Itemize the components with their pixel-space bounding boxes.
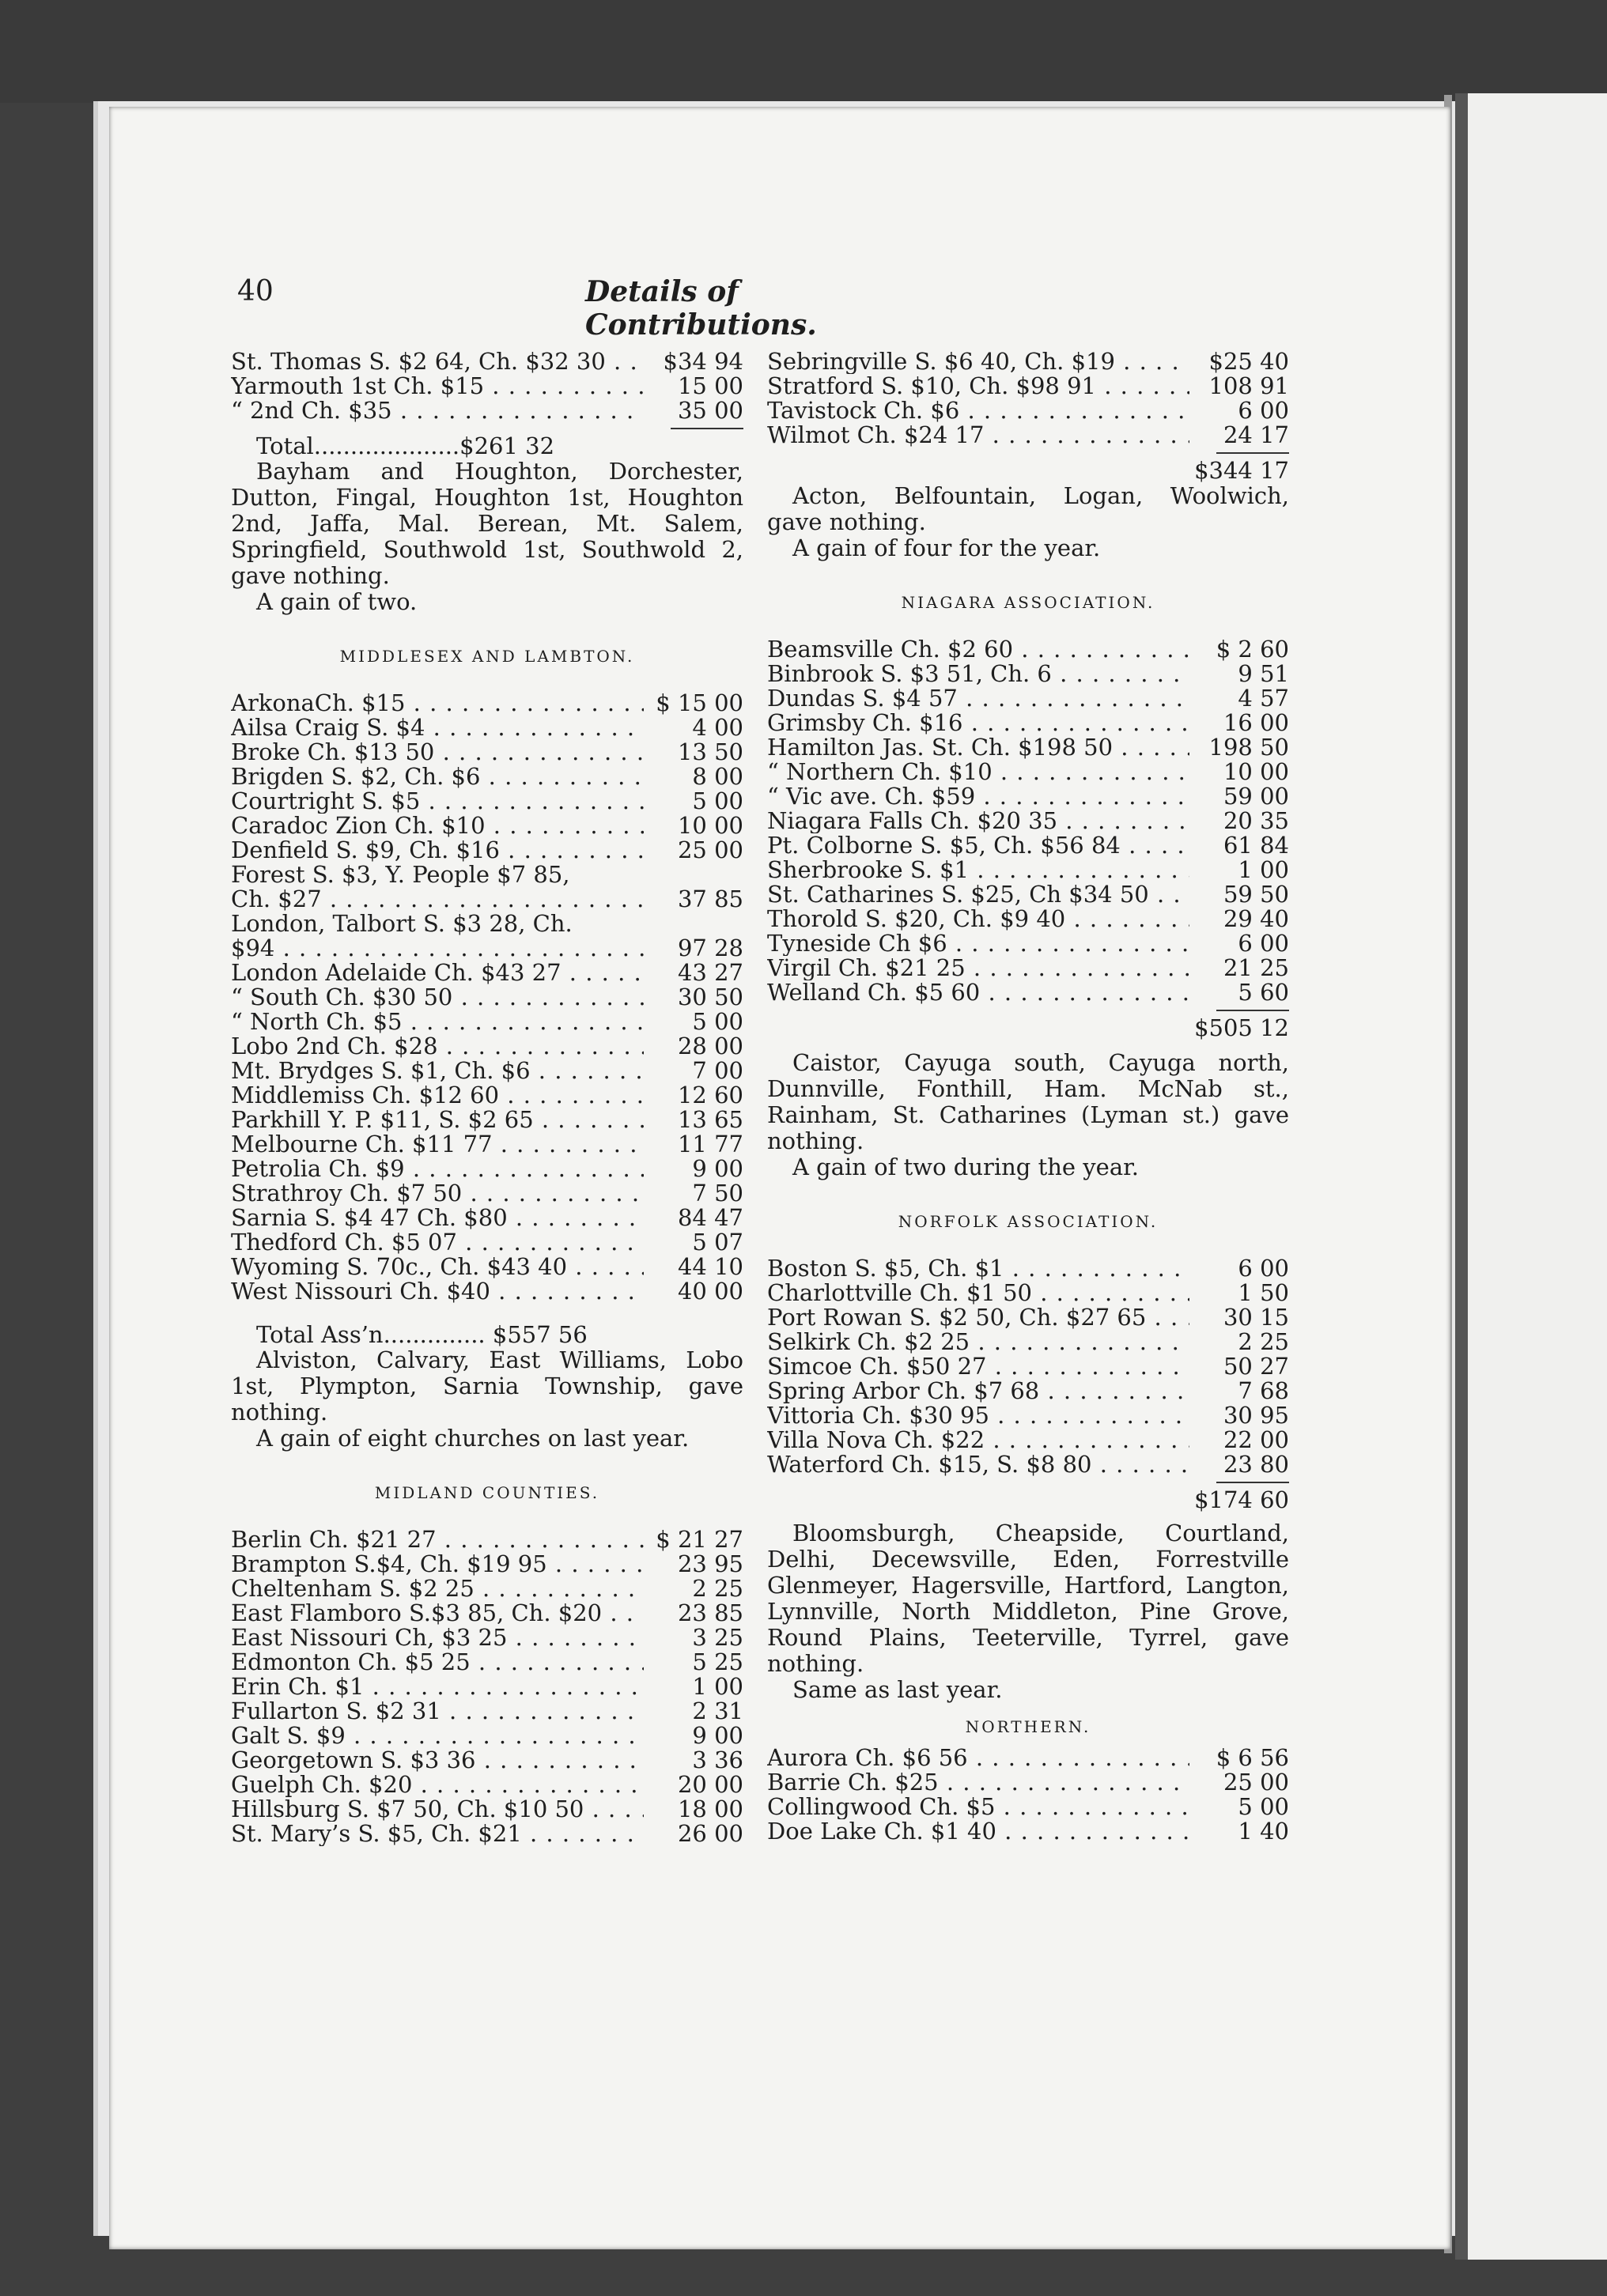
nothing-note: Alviston, Calvary, East Williams, Lobo 1st, Plympton, Sarnia Township, gave nothing.	[231, 1346, 743, 1426]
oxford-continuation	[767, 349, 1289, 447]
amount: 1 00	[1238, 856, 1289, 883]
church-entry: Thorold S. $20, Ch. $9 40 . . .	[767, 907, 1189, 931]
contribution-row	[231, 1650, 743, 1675]
amount: 10 00	[677, 812, 743, 839]
church-entry: Ailsa Craig S. $4 . . .	[231, 716, 644, 740]
contribution-row	[767, 1305, 1289, 1330]
amount: 10 00	[1223, 758, 1289, 785]
church-entry: Spring Arbor Ch. $7 68 . . .	[767, 1379, 1189, 1403]
contribution-row	[231, 1528, 743, 1552]
section-heading-midland: MIDLAND COUNTIES.	[374, 1483, 600, 1502]
amount: 5 00	[692, 1008, 743, 1035]
amount: $25 40	[1208, 348, 1289, 375]
contribution-row	[231, 1626, 743, 1650]
amount: 5 25	[692, 1648, 743, 1675]
contribution-row	[767, 980, 1289, 1005]
church-entry: Melbourne Ch. $11 77 . . .	[231, 1132, 644, 1157]
contribution-row	[231, 838, 743, 863]
northern-list	[767, 1746, 1289, 1844]
contribution-row	[231, 1083, 743, 1108]
sum-rule	[1216, 452, 1289, 454]
contribution-row	[231, 1797, 743, 1822]
amount: 6 00	[1238, 930, 1289, 957]
total-line: $174 60	[1194, 1486, 1289, 1513]
church-entry: Sherbrooke S. $1 . . .	[767, 858, 1189, 882]
amount: 198 50	[1208, 734, 1289, 761]
amount: 29 40	[1223, 905, 1289, 932]
contribution-row	[231, 716, 743, 740]
total-line: Total Ass’n.............. $557 56	[256, 1321, 588, 1348]
church-entry: Niagara Falls Ch. $20 35 . . .	[767, 809, 1189, 833]
amount: 20 35	[1223, 807, 1289, 834]
contribution-row	[767, 858, 1289, 882]
church-entry: Grimsby Ch. $16 . . .	[767, 711, 1189, 735]
church-entry: Hamilton Jas. St. Ch. $198 50 . . .	[767, 735, 1189, 760]
church-entry: Sebringville S. $6 40, Ch. $19 . . .	[767, 349, 1189, 374]
contribution-row	[767, 398, 1289, 423]
contribution-row	[231, 349, 743, 374]
amount: 7 00	[692, 1057, 743, 1084]
contribution-row	[231, 789, 743, 814]
amount: 12 60	[677, 1082, 743, 1108]
church-entry: Courtright S. $5 . . .	[231, 789, 644, 814]
amount: 11 77	[677, 1131, 743, 1157]
contribution-row	[767, 1795, 1289, 1819]
amount: 59 00	[1223, 783, 1289, 810]
gain-note: A gain of eight churches on last year.	[256, 1425, 690, 1452]
amount: 30 15	[1223, 1304, 1289, 1331]
gain-note: A gain of two during the year.	[792, 1154, 1140, 1180]
contribution-row	[231, 1230, 743, 1255]
church-entry: Villa Nova Ch. $22 . . .	[767, 1428, 1189, 1452]
sum-rule	[671, 428, 743, 429]
amount: 1 00	[692, 1673, 743, 1700]
church-entry: Petrolia Ch. $9 . . .	[231, 1157, 644, 1181]
amount: 25 00	[677, 836, 743, 863]
church-entry: Dundas S. $4 57 . . .	[767, 686, 1189, 711]
church-entry: $94 . . .	[231, 936, 644, 961]
contribution-row	[231, 1010, 743, 1034]
church-entry: Charlottville Ch. $1 50 . . .	[767, 1281, 1189, 1305]
church-entry: Parkhill Y. P. $11, S. $2 65 . . .	[231, 1108, 644, 1132]
church-entry: Barrie Ch. $25 . . .	[767, 1770, 1189, 1795]
contribution-row	[231, 398, 743, 423]
gain-note: A gain of two.	[256, 588, 418, 615]
contribution-row	[767, 1770, 1289, 1795]
church-entry: Tavistock Ch. $6 . . .	[767, 398, 1189, 423]
church-entry: Beamsville Ch. $2 60 . . .	[767, 637, 1189, 662]
church-entry: Strathroy Ch. $7 50 . . .	[231, 1181, 644, 1206]
amount: 3 25	[692, 1624, 743, 1651]
amount: 13 65	[677, 1106, 743, 1133]
church-entry: Vittoria Ch. $30 95 . . .	[767, 1403, 1189, 1428]
contribution-row	[767, 686, 1289, 711]
contribution-row	[767, 1256, 1289, 1281]
church-entry: Pt. Colborne S. $5, Ch. $56 84 . . .	[767, 833, 1189, 858]
amount: $ 2 60	[1216, 636, 1289, 663]
amount: 23 85	[677, 1599, 743, 1626]
amount: 25 00	[1223, 1769, 1289, 1796]
contribution-row	[767, 809, 1289, 833]
contribution-row	[231, 1059, 743, 1083]
church-entry: “ Northern Ch. $10 . . .	[767, 760, 1189, 784]
amount: 1 40	[1238, 1818, 1289, 1845]
amount: 23 95	[677, 1550, 743, 1577]
contribution-row	[231, 1181, 743, 1206]
amount: 4 00	[692, 714, 743, 741]
church-entry: London Adelaide Ch. $43 27 . . .	[231, 961, 644, 985]
section-heading-niagara: NIAGARA ASSOCIATION.	[901, 593, 1155, 612]
contribution-row	[767, 1819, 1289, 1844]
contribution-row	[767, 1746, 1289, 1770]
amount: 43 27	[677, 959, 743, 986]
contribution-row	[231, 374, 743, 398]
contribution-row	[767, 1403, 1289, 1428]
amount: 26 00	[677, 1820, 743, 1847]
contribution-row	[231, 1724, 743, 1748]
contribution-row	[767, 1354, 1289, 1379]
church-entry: Brigden S. $2, Ch. $6 . . .	[231, 765, 644, 789]
amount: $ 6 56	[1216, 1744, 1289, 1771]
contribution-row	[767, 1281, 1289, 1305]
church-entry: St. Mary’s S. $5, Ch. $21 . . .	[231, 1822, 644, 1846]
contribution-row	[767, 374, 1289, 398]
contribution-row	[767, 1330, 1289, 1354]
niagara-list	[767, 637, 1289, 1005]
contribution-row	[231, 1157, 743, 1181]
amount: 9 00	[692, 1722, 743, 1749]
amount: 7 68	[1238, 1377, 1289, 1404]
total-line: $344 17	[1194, 457, 1289, 484]
contribution-row	[231, 1699, 743, 1724]
contribution-row	[767, 907, 1289, 931]
church-entry: Fullarton S. $2 31 . . .	[231, 1699, 644, 1724]
church-entry: Forest S. $3, Y. People $7 85,	[231, 863, 570, 887]
contribution-row	[767, 1428, 1289, 1452]
amount: 2 25	[1238, 1328, 1289, 1355]
amount: 50 27	[1223, 1353, 1289, 1380]
church-entry: Brampton S.$4, Ch. $19 95 . . .	[231, 1552, 644, 1577]
contribution-row	[231, 765, 743, 789]
contribution-row	[231, 740, 743, 765]
amount: 37 85	[677, 886, 743, 912]
page-number: 40	[237, 275, 274, 308]
contribution-row	[231, 1773, 743, 1797]
church-entry: Thedford Ch. $5 07 . . .	[231, 1230, 644, 1255]
contribution-row	[231, 1034, 743, 1059]
amount: $ 15 00	[656, 689, 743, 716]
contribution-row	[767, 711, 1289, 735]
church-entry: Tyneside Ch $6 . . .	[767, 931, 1189, 956]
church-entry: Mt. Brydges S. $1, Ch. $6 . . .	[231, 1059, 644, 1083]
contribution-row	[231, 691, 743, 716]
amount: 40 00	[677, 1278, 743, 1305]
church-entry: Middlemiss Ch. $12 60 . . .	[231, 1083, 644, 1108]
church-entry: Lobo 2nd Ch. $28 . . .	[231, 1034, 644, 1059]
facing-page	[1455, 93, 1607, 2260]
amount: 108 91	[1208, 372, 1289, 399]
church-entry: Galt S. $9 . . .	[231, 1724, 644, 1748]
section-heading-middlesex: MIDDLESEX AND LAMBTON.	[339, 647, 635, 666]
church-entry: Hillsburg S. $7 50, Ch. $10 50 . . .	[231, 1797, 644, 1822]
amount: 8 00	[692, 763, 743, 790]
contribution-row	[231, 887, 743, 912]
contribution-row	[231, 1748, 743, 1773]
contribution-row	[231, 1601, 743, 1626]
contribution-row	[231, 1552, 743, 1577]
amount: 2 25	[692, 1575, 743, 1602]
amount: 59 50	[1223, 881, 1289, 908]
contribution-row	[231, 1577, 743, 1601]
midland-list	[231, 1528, 743, 1846]
church-entry: Aurora Ch. $6 56 . . .	[767, 1746, 1189, 1770]
contribution-row	[767, 833, 1289, 858]
contribution-row	[231, 863, 743, 887]
church-entry: ArkonaCh. $15 . . .	[231, 691, 644, 716]
section-heading-northern: NORTHERN.	[965, 1717, 1091, 1736]
amount: 1 50	[1238, 1279, 1289, 1306]
church-entry: Selkirk Ch. $2 25 . . .	[767, 1330, 1189, 1354]
amount: 20 00	[677, 1771, 743, 1798]
church-entry: Georgetown S. $3 36 . . .	[231, 1748, 644, 1773]
church-entry: Doe Lake Ch. $1 40 . . .	[767, 1819, 1189, 1844]
amount: 13 50	[677, 738, 743, 765]
amount: 7 50	[692, 1180, 743, 1207]
church-entry: Ch. $27 . . .	[231, 887, 644, 912]
page-header	[237, 275, 949, 342]
amount: 22 00	[1223, 1426, 1289, 1453]
amount: 4 57	[1238, 685, 1289, 712]
contribution-row	[231, 1108, 743, 1132]
contribution-row	[231, 1206, 743, 1230]
amount: 35 00	[677, 397, 743, 424]
amount: 6 00	[1238, 1255, 1289, 1282]
church-entry: Waterford Ch. $15, S. $8 80 . . .	[767, 1452, 1189, 1477]
sum-rule	[1216, 1010, 1289, 1011]
church-entry: Edmonton Ch. $5 25 . . .	[231, 1650, 644, 1675]
contribution-row	[767, 956, 1289, 980]
church-entry: St. Catharines S. $25, Ch $34 50 . . .	[767, 882, 1189, 907]
amount: $34 94	[663, 348, 743, 375]
contribution-row	[767, 882, 1289, 907]
contribution-row	[767, 1452, 1289, 1477]
church-entry: East Flamboro S.$3 85, Ch. $20 . . .	[231, 1601, 644, 1626]
contribution-row	[767, 735, 1289, 760]
amount: 6 00	[1238, 397, 1289, 424]
amount: 9 51	[1238, 660, 1289, 687]
amount: 9 00	[692, 1155, 743, 1182]
contribution-row	[231, 936, 743, 961]
running-title: Details of Contributions.	[585, 275, 817, 342]
amount: 24 17	[1223, 421, 1289, 448]
amount: 44 10	[677, 1253, 743, 1280]
amount: 97 28	[677, 935, 743, 961]
contribution-row	[767, 662, 1289, 686]
amount: 2 31	[692, 1697, 743, 1724]
scanner-background	[0, 0, 1607, 103]
amount: 21 25	[1223, 954, 1289, 981]
church-entry: Virgil Ch. $21 25 . . .	[767, 956, 1189, 980]
contribution-row	[767, 1379, 1289, 1403]
church-entry: Boston S. $5, Ch. $1 . . .	[767, 1256, 1189, 1281]
gain-note: Same as last year.	[792, 1676, 1003, 1703]
contribution-row	[767, 931, 1289, 956]
church-entry: Berlin Ch. $21 27 . . .	[231, 1528, 644, 1552]
contribution-row	[767, 760, 1289, 784]
church-entry: Erin Ch. $1 . . .	[231, 1675, 644, 1699]
sum-rule	[1216, 1482, 1289, 1483]
amount: 15 00	[677, 372, 743, 399]
church-entry: Simcoe Ch. $50 27 . . .	[767, 1354, 1189, 1379]
church-entry: Denfield S. $9, Ch. $16 . . .	[231, 838, 644, 863]
church-entry: “ South Ch. $30 50 . . .	[231, 985, 644, 1010]
amount: 5 00	[692, 787, 743, 814]
church-entry: Sarnia S. $4 47 Ch. $80 . . .	[231, 1206, 644, 1230]
amount: 5 00	[1238, 1793, 1289, 1820]
total-line: Total....................$261 32	[256, 432, 555, 459]
church-entry: Stratford S. $10, Ch. $98 91 . . .	[767, 374, 1189, 398]
section-heading-norfolk: NORFOLK ASSOCIATION.	[898, 1212, 1159, 1231]
amount: 16 00	[1223, 709, 1289, 736]
right-column	[767, 349, 1289, 1844]
contribution-row	[231, 1255, 743, 1279]
total-line: $505 12	[1194, 1014, 1289, 1041]
contribution-row	[231, 961, 743, 985]
nothing-note: Acton, Belfountain, Logan, Woolwich, gave nothing.	[767, 482, 1289, 535]
amount: 61 84	[1223, 832, 1289, 859]
church-entry: Collingwood Ch. $5 . . .	[767, 1795, 1189, 1819]
gain-note: A gain of four for the year.	[792, 534, 1101, 561]
church-entry: Wilmot Ch. $24 17 . . .	[767, 423, 1189, 447]
contribution-row	[231, 814, 743, 838]
amount: 18 00	[677, 1796, 743, 1822]
nothing-note: Bloomsburgh, Cheapside, Courtland, Delhi, Decewsville, Eden, Forrestville Glenmeyer, Hagersville, Hartford, Langton, Lynnville, North Middleton, Pine Grove, Round Plains, Teeterville, Tyrrel, gave nothing.	[767, 1520, 1289, 1677]
norfolk-list	[767, 1256, 1289, 1477]
nothing-note: Caistor, Cayuga south, Cayuga north, Dunnville, Fonthill, Ham. McNab st., Rainham, St. Catharines (Lyman st.) gave nothing.	[767, 1049, 1289, 1154]
contribution-row	[231, 985, 743, 1010]
contribution-row	[231, 1279, 743, 1304]
church-entry: “ Vic ave. Ch. $59 . . .	[767, 784, 1189, 809]
church-entry: Wyoming S. 70c., Ch. $43 40 . . .	[231, 1255, 644, 1279]
amount: 28 00	[677, 1033, 743, 1059]
amount: 5 07	[692, 1229, 743, 1256]
church-entry: Yarmouth 1st Ch. $15 . . .	[231, 374, 644, 398]
amount: 30 95	[1223, 1402, 1289, 1429]
contribution-row	[231, 912, 743, 936]
contribution-row	[767, 637, 1289, 662]
church-entry: Binbrook S. $3 51, Ch. 6 . . .	[767, 662, 1189, 686]
amount: 84 47	[677, 1204, 743, 1231]
church-entry: Welland Ch. $5 60 . . .	[767, 980, 1189, 1005]
left-column	[231, 349, 743, 1846]
church-entry: London, Talbort S. $3 28, Ch.	[231, 912, 573, 936]
contribution-row	[231, 1132, 743, 1157]
contribution-row	[231, 1675, 743, 1699]
contribution-row	[767, 784, 1289, 809]
contribution-row	[231, 1822, 743, 1846]
amount: 3 36	[692, 1747, 743, 1773]
amount: 30 50	[677, 984, 743, 1010]
contribution-row	[767, 349, 1289, 374]
amount: $ 21 27	[656, 1526, 743, 1553]
nothing-note: Bayham and Houghton, Dorchester, Dutton, Fingal, Houghton 1st, Houghton 2nd, Jaffa, Mal. Berean, Mt. Salem, Springfield, Southwold 1st, Southwold 2, gave nothing.	[231, 458, 743, 589]
church-entry: Cheltenham S. $2 25 . . .	[231, 1577, 644, 1601]
church-entry: “ 2nd Ch. $35 . . .	[231, 398, 644, 423]
church-entry: Port Rowan S. $2 50, Ch. $27 65 . . .	[767, 1305, 1189, 1330]
church-entry: Caradoc Zion Ch. $10 . . .	[231, 814, 644, 838]
church-entry: Broke Ch. $13 50 . . .	[231, 740, 644, 765]
church-entry: East Nissouri Ch, $3 25 . . .	[231, 1626, 644, 1650]
amount: 23 80	[1223, 1451, 1289, 1478]
church-entry: St. Thomas S. $2 64, Ch. $32 30 . . .	[231, 349, 644, 374]
church-entry: Guelph Ch. $20 . . .	[231, 1773, 644, 1797]
church-entry: “ North Ch. $5 . . .	[231, 1010, 644, 1034]
middlesex-list	[231, 691, 743, 1304]
church-entry: West Nissouri Ch. $40 . . .	[231, 1279, 644, 1304]
contribution-row	[767, 423, 1289, 447]
amount: 5 60	[1238, 979, 1289, 1006]
thames-continuation	[231, 349, 743, 423]
